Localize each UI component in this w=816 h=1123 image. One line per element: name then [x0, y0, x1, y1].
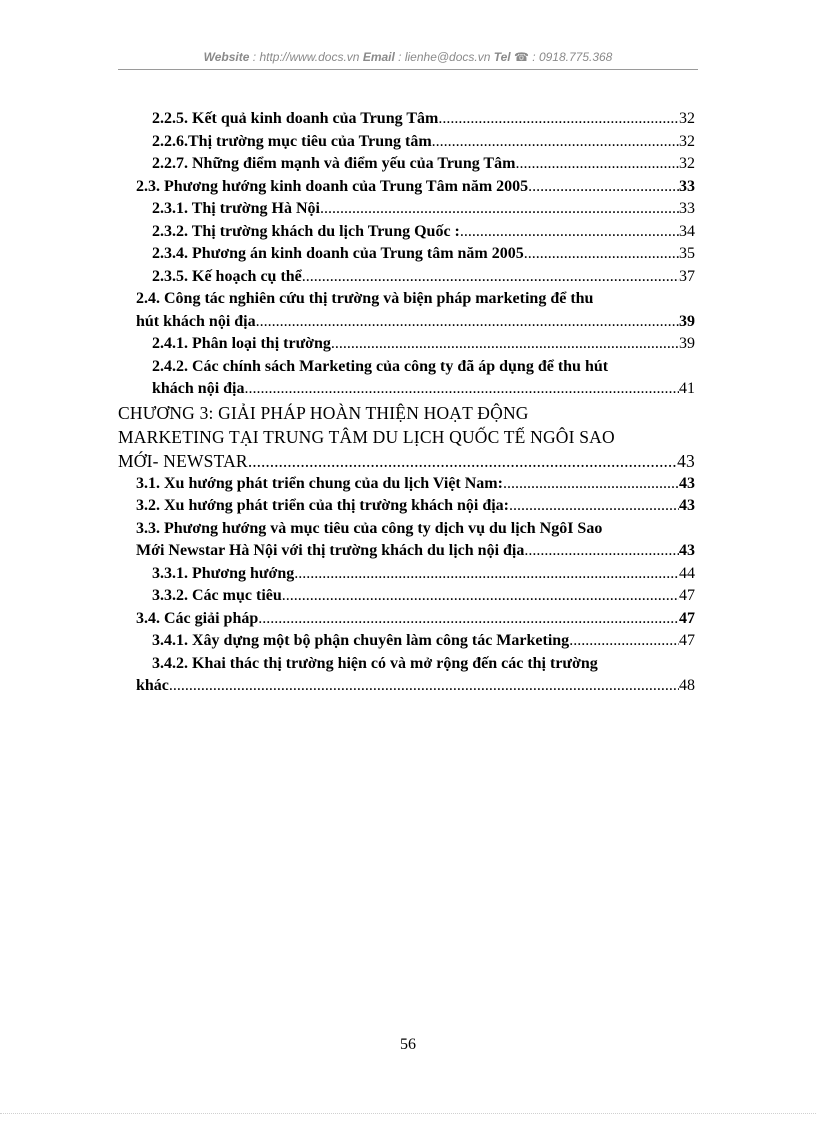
leader-dots: [503, 473, 679, 496]
toc-page: 47: [679, 587, 695, 604]
leader-dots: [248, 449, 677, 473]
toc-page: 34: [679, 222, 695, 240]
leader-dots: [524, 243, 679, 266]
toc-entry-2-4-2-line2[interactable]: khách nội địa ..... 41: [118, 378, 695, 401]
toc-page: 39: [679, 335, 695, 352]
email-label: Email: [362, 50, 395, 64]
toc-entry-3-3-2[interactable]: 3.3.2. Các mục tiêu ..... 47: [118, 585, 695, 608]
toc-entry-2-4-line1[interactable]: 2.4. Công tác nghiên cứu thị trường và biện pháp marketing để thu: [136, 290, 594, 307]
toc-page: 43: [679, 497, 695, 514]
toc-page: 33: [679, 200, 695, 217]
leader-dots: [294, 563, 679, 586]
leader-dots: [515, 153, 679, 176]
leader-dots: [282, 585, 679, 608]
tel-number: ☎ : 0918.775.368: [510, 50, 613, 64]
website-url: : http://www.docs.vn: [249, 50, 363, 64]
toc-chapter-3-line1[interactable]: CHƯƠNG 3: GIẢI PHÁP HOÀN THIỆN HOẠT ĐỘNG: [118, 402, 529, 423]
leader-dots: [460, 221, 679, 244]
header-rule: [118, 69, 698, 70]
table-of-contents: [118, 108, 695, 698]
leader-dots: [509, 495, 679, 518]
toc-page: 32: [679, 132, 695, 150]
toc-entry-2-2-6[interactable]: 2.2.6.Thị trường mục tiêu của Trung tâm ..... 32: [118, 131, 695, 154]
toc-entry-2-4-2-line1[interactable]: 2.4.2. Các chính sách Marketing của công ty đã áp dụng để thu hút: [152, 357, 609, 375]
toc-entry-3-3-line1[interactable]: 3.3. Phương hướng và mục tiêu của công ty dịch vụ du lịch NgôI Sao: [136, 519, 603, 537]
toc-page: 41: [679, 380, 695, 397]
toc-entry-2-4-line2[interactable]: hút khách nội địa ..... 39: [118, 311, 695, 334]
toc-page: 47: [679, 632, 695, 649]
leader-dots: [438, 108, 679, 131]
toc-entry-3-4-2-line2[interactable]: khác ..... 48: [118, 675, 695, 698]
footer-rule: [0, 1113, 816, 1114]
tel-label: Tel: [493, 50, 511, 64]
leader-dots: [244, 378, 679, 401]
toc-page: 32: [679, 155, 695, 172]
page-number: 56: [400, 1036, 416, 1053]
leader-dots: [256, 311, 679, 334]
toc-chapter-3-line3[interactable]: MỚI- NEWSTAR ..... 43: [118, 449, 695, 473]
toc-entry-2-4-1[interactable]: 2.4.1. Phân loại thị trường ..... 39: [118, 333, 695, 356]
toc-entry-2-2-7[interactable]: 2.2.7. Những điểm mạnh và điểm yếu của Trung Tâm ..... 32: [118, 153, 695, 176]
toc-page: 43: [679, 474, 695, 492]
toc-page: 43: [679, 542, 695, 559]
toc-entry-3-4-1[interactable]: 3.4.1. Xây dựng một bộ phận chuyên làm công tác Marketing ..... 47: [118, 630, 695, 653]
leader-dots: [569, 630, 679, 653]
toc-entry-2-3-2[interactable]: 2.3.2. Thị trường khách du lịch Trung Quốc : ..... 34: [118, 221, 695, 244]
leader-dots: [432, 131, 679, 154]
toc-entry-2-2-5[interactable]: 2.2.5. Kết quả kinh doanh của Trung Tâm ..... 32: [118, 108, 695, 131]
email-address: : lienhe@docs.vn: [394, 50, 494, 64]
toc-entry-3-4[interactable]: 3.4. Các giải pháp ..... 47: [118, 608, 695, 631]
toc-chapter-3-line2[interactable]: MARKETING TẠI TRUNG TÂM DU LỊCH QUỐC TẾ NGÔI SAO: [118, 426, 615, 447]
toc-page: 33: [679, 177, 695, 195]
leader-dots: [302, 266, 679, 289]
leader-dots: [331, 333, 679, 356]
toc-page: 37: [679, 267, 695, 285]
toc-entry-2-3-5[interactable]: 2.3.5. Kế hoạch cụ thể ..... 37: [118, 266, 695, 289]
leader-dots: [169, 675, 679, 698]
toc-entry-2-3-1[interactable]: 2.3.1. Thị trường Hà Nội ..... 33: [118, 198, 695, 221]
toc-page: 48: [679, 677, 695, 694]
toc-page: 44: [679, 564, 695, 582]
toc-entry-3-3-line2[interactable]: Mới Newstar Hà Nội với thị trường khách du lịch nội địa ..... 43: [118, 540, 695, 563]
toc-entry-3-3-1[interactable]: 3.3.1. Phương hướng ..... 44: [118, 563, 695, 586]
leader-dots: [258, 608, 679, 631]
leader-dots: [320, 198, 679, 221]
page-header: [118, 50, 698, 64]
toc-entry-2-3-4[interactable]: 2.3.4. Phương án kinh doanh của Trung tâm năm 2005 ..... 35: [118, 243, 695, 266]
toc-page: 43: [677, 450, 695, 471]
toc-page: 47: [679, 609, 695, 627]
website-label: Website: [203, 50, 250, 64]
toc-page: 35: [679, 245, 695, 262]
toc-page: 32: [679, 110, 695, 127]
toc-entry-2-3[interactable]: 2.3. Phương hướng kinh doanh của Trung Tâm năm 2005 ..... 33: [118, 176, 695, 199]
toc-entry-3-2[interactable]: 3.2. Xu hướng phát triển của thị trường khách nội địa: ..... 43: [118, 495, 695, 518]
toc-entry-3-4-2-line1[interactable]: 3.4.2. Khai thác thị trường hiện có và mở rộng đến các thị trường: [152, 654, 598, 672]
leader-dots: [528, 176, 679, 199]
toc-page: 39: [679, 312, 695, 330]
leader-dots: [524, 540, 679, 563]
toc-entry-3-1[interactable]: 3.1. Xu hướng phát triển chung của du lịch Việt Nam: ..... 43: [118, 473, 695, 496]
